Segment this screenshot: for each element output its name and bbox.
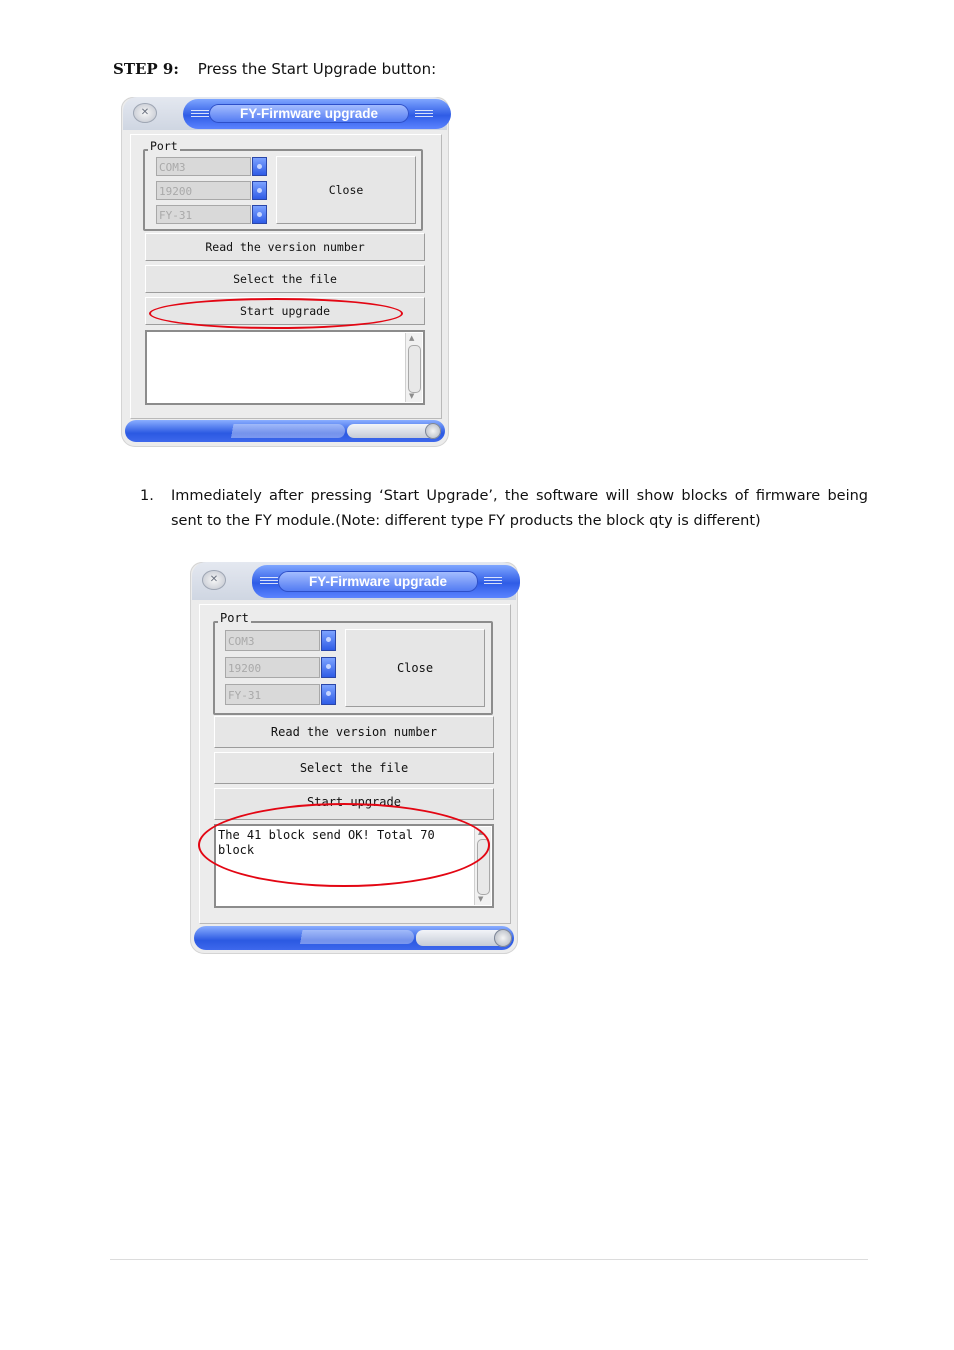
note-text: Immediately after pressing ‘Start Upgrade’, the software will show blocks of firmware being sent to the FY module.(Note: different type FY products the block qty is different): [171, 488, 868, 529]
read-version-button[interactable]: Read the version number: [214, 716, 494, 748]
step-heading: [113, 60, 436, 78]
model-select[interactable]: FY-31: [225, 684, 320, 705]
port-legend: Port: [150, 139, 178, 153]
model-dropdown-icon[interactable]: [321, 684, 336, 705]
scroll-down-icon[interactable]: ▼: [409, 392, 415, 400]
com-port-dropdown-icon[interactable]: [252, 157, 267, 176]
close-port-button[interactable]: Close: [345, 629, 485, 707]
window-title: FY-Firmware upgrade: [278, 571, 478, 592]
baud-rate-dropdown-icon[interactable]: [252, 181, 267, 200]
bottom-knob-icon[interactable]: [494, 929, 512, 947]
log-scrollbar[interactable]: [405, 333, 422, 402]
scroll-up-icon[interactable]: ▲: [409, 334, 415, 342]
log-output: [145, 330, 425, 405]
start-upgrade-button[interactable]: Start upgrade: [214, 788, 494, 820]
footer-divider: [110, 1259, 868, 1260]
select-file-button[interactable]: Select the file: [145, 265, 425, 293]
highlight-ellipse-log: [198, 803, 490, 887]
window-title: FY-Firmware upgrade: [209, 104, 409, 123]
note-number: 1.: [140, 488, 154, 504]
highlight-ellipse-start-upgrade: [149, 298, 403, 329]
close-window-icon[interactable]: ✕: [133, 103, 157, 123]
scroll-thumb[interactable]: [408, 345, 421, 393]
com-port-select[interactable]: COM3: [225, 630, 320, 651]
stripe-decoration-left: [191, 110, 209, 118]
select-file-button[interactable]: Select the file: [214, 752, 494, 784]
bottom-knob-icon[interactable]: [425, 423, 441, 439]
read-version-button[interactable]: Read the version number: [145, 233, 425, 261]
stripe-decoration-right: [484, 577, 502, 585]
title-bar: [192, 562, 516, 600]
scroll-up-icon[interactable]: ▲: [478, 828, 484, 836]
baud-rate-select[interactable]: 19200: [156, 181, 251, 200]
model-select[interactable]: FY-31: [156, 205, 251, 224]
model-dropdown-icon[interactable]: [252, 205, 267, 224]
baud-rate-dropdown-icon[interactable]: [321, 657, 336, 678]
stripe-decoration-left: [260, 577, 278, 585]
log-text: The 41 block send OK! Total 70 block: [218, 828, 442, 857]
port-legend: Port: [220, 611, 249, 625]
bottom-gloss: [205, 424, 345, 438]
close-port-button[interactable]: Close: [276, 156, 416, 224]
stripe-decoration-right: [415, 110, 433, 118]
bottom-bar: [194, 926, 514, 950]
step-label: STEP 9:: [113, 60, 179, 78]
baud-rate-select[interactable]: 19200: [225, 657, 320, 678]
note-item: [140, 484, 868, 534]
bottom-gloss: [274, 930, 414, 944]
main-panel: [130, 134, 442, 419]
step-text: Press the Start Upgrade button:: [197, 60, 437, 78]
bottom-bar: [125, 420, 445, 442]
title-bar: [123, 97, 447, 130]
firmware-window-1: [121, 97, 449, 447]
start-upgrade-button[interactable]: Start upgrade: [145, 297, 425, 325]
com-port-dropdown-icon[interactable]: [321, 630, 336, 651]
com-port-select[interactable]: COM3: [156, 157, 251, 176]
close-window-icon[interactable]: ✕: [202, 570, 226, 590]
scroll-down-icon[interactable]: ▼: [478, 895, 484, 903]
firmware-window-2: [190, 562, 518, 954]
